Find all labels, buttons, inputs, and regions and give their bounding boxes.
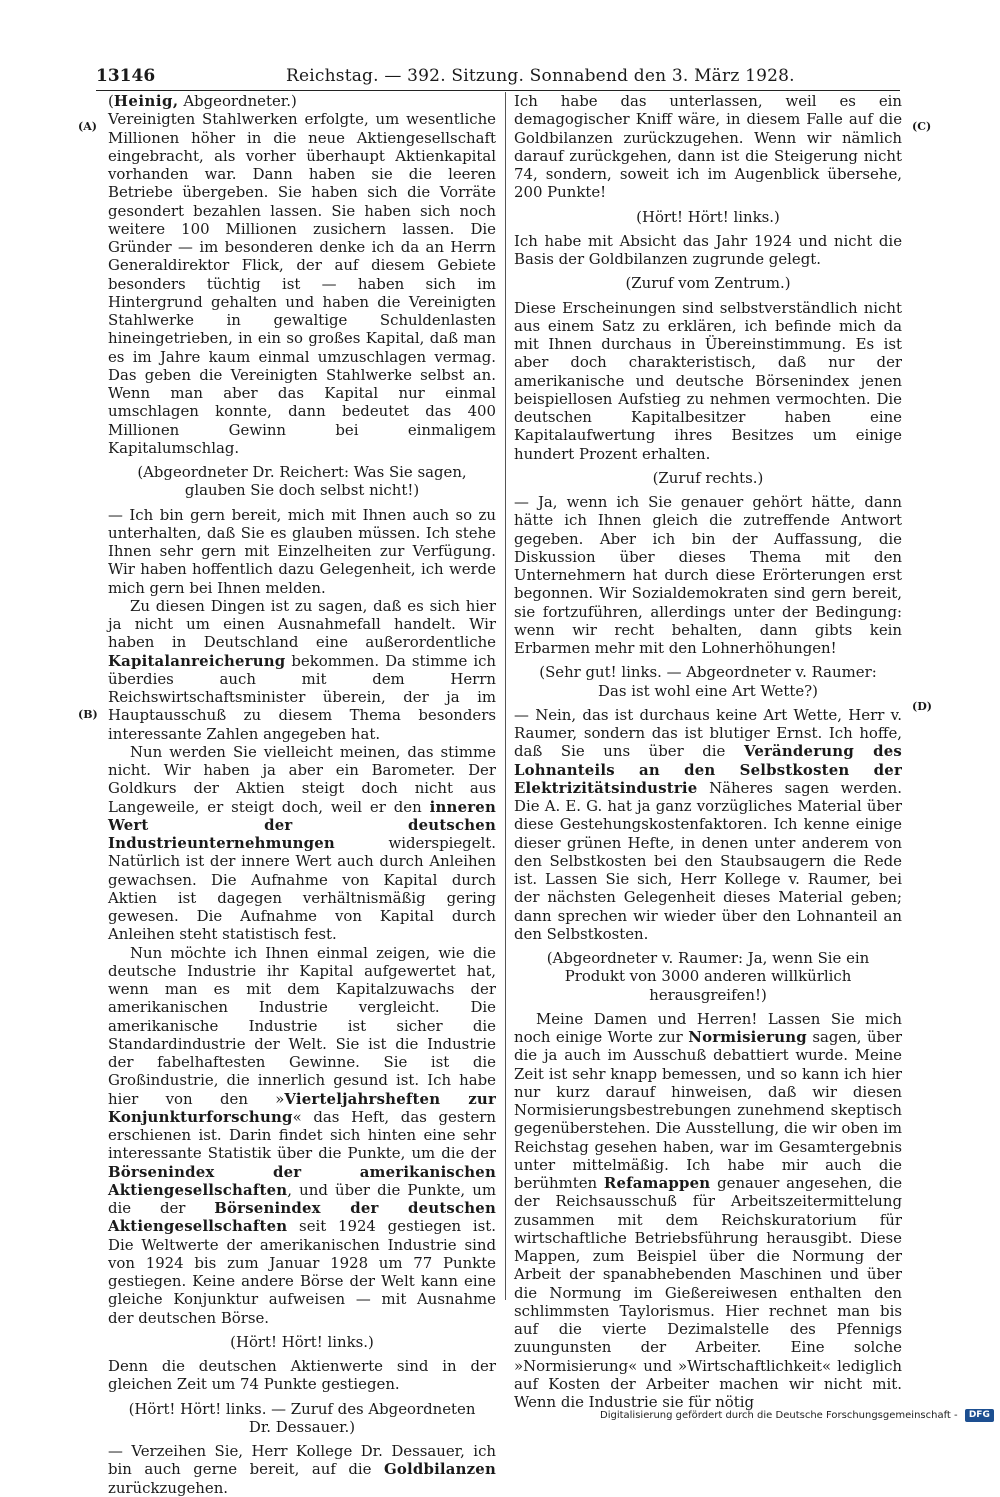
left-column xyxy=(108,92,496,1497)
footer-text: Digitalisierung gefördert durch die Deutsche Forschungsgemeinschaft - xyxy=(600,1410,958,1421)
paragraph: Vereinigten Stahlwerken erfolgte, um wesentliche Millionen höher in die neue Aktiengesellschaft eingebracht, als vorher überhaupt Aktienkapital vorhanden war. Dann haben sie die leeren Betriebe übergeben. Sie haben sich die Vorräte gesondert bezahlen lassen. Sie haben sich noch weitere 100 Millionen zusichern lassen. Die Gründer — im besonderen denke ich da an Herrn Generaldirektor Flick, der auf diesem Gebiete besonders tüchtig ist — haben sich im Hintergrund gehalten und haben die Vereinigten Stahlwerke in gewaltige Schuldenlasten hineingetrieben, in ein so großes Kapital, daß man es im Jahre kaum einmal umzuschlagen vermag. Das geben die Vereinigten Stahlwerke selbst an. Wenn man aber das Kapital nur einmal umschlagen konnte, dann bedeutet das 400 Millionen Gewinn bei einmaligem Kapitalumschlag. xyxy=(108,110,496,457)
margin-mark-c: (C) xyxy=(912,120,932,133)
paragraph: Meine Damen und Herren! Lassen Sie mich noch einige Worte zur Normisierung sagen, über die ja auch im Ausschuß debattiert wurde. Meine Zeit ist sehr knapp bemessen, und so kann ich hier nur kurz darauf hinweisen, daß wir diesen Normisierungsbestrebungen zunehmend skeptisch gegenüberstehen. Die Ausstellung, die wir oben im Reichstag gesehen haben, war im Gesamtergebnis unter mittelmäßig. Ich habe mir auch die berühmten Refamappen genauer angesehen, die der Reichsausschuß für Arbeitszeitermittelung zusammen mit dem Reichskuratorium für wirtschaftliche Betriebsführung herausgibt. Diese Mappen, zum Beispiel über die Normung der Arbeit der spanabhebenden Maschinen und über die Normung im Gießereiwesen enthalten den schlimmsten Taylorismus. Hier rechnet man bis auf die vierte Dezimalstelle des Pfennigs zuungunsten der Arbeiter. Eine solche »Normisierung« und »Wirtschaftlichkeit« lediglich auf Kosten der Arbeiter machen wir nicht mit. Wenn die Industrie sie für nötig xyxy=(514,1009,903,1411)
emphasis: Veränderung des Lohnanteils an den Selbstkosten der Elektrizitätsindustrie xyxy=(514,742,903,797)
speaker-line: (Heinig, Abgeordneter.) xyxy=(108,92,297,110)
margin-mark-a: (A) xyxy=(78,120,97,133)
margin-mark-b: (B) xyxy=(78,708,98,721)
interjection: (Zuruf rechts.) xyxy=(652,468,764,487)
margin-mark-d: (D) xyxy=(912,700,932,713)
page-number: 13146 xyxy=(96,66,156,86)
interjection: (Hört! Hört! links.) xyxy=(636,207,780,226)
digitization-credit xyxy=(600,1408,990,1424)
speaker-name: Heinig, xyxy=(113,92,179,110)
paragraph: Ich habe das unterlassen, weil es ein demagogischer Kniff wäre, in diesem Falle auf die Goldbilanzen zurückzugehen. Wenn wir nämlich darauf zurückgehen, dann ist die Steigerung nicht 74, sondern, soweit ich im Augenblick übersehe, 200 Punkte! xyxy=(514,92,902,202)
emphasis: inneren Wert der deutschen Industrieunternehmungen xyxy=(108,797,497,852)
page-header xyxy=(96,64,900,91)
column-divider xyxy=(505,92,506,1300)
paragraph: Nun möchte ich Ihnen einmal zeigen, wie die deutsche Industrie ihr Kapital aufgewertet hat, wenn man es mit dem Kapitalzuwachs der amerikanischen Industrie vergleicht. Die amerikanische Industrie ist sicher die Standardindustrie der Welt. Sie ist die Industrie der fabelhaftesten Gewinne. Sie ist die Großindustrie, die innerlich gesund ist. Ich habe hier von den »Vierteljahrsheften zur Konjunkturforschung« das Heft, das gestern erschienen ist. Darin findet sich hinten eine sehr interessante Statistik über die Punkte, um die der Börsenindex der amerikanischen Aktiengesellschaften, und über die Punkte, um die der Börsenindex der deutschen Aktiengesellschaften seit 1924 gestiegen ist. Die Weltwerte der amerikanischen Industrie sind von 1924 bis zum Januar 1928 um 77 Punkte gestiegen. Keine andere Börse der Welt kann eine gleiche Konjunktur aufweisen — mit Ausnahme der deutschen Börse. xyxy=(108,943,497,1327)
paragraph: Diese Erscheinungen sind selbstverständlich nicht aus einem Satz zu erklären, ich befinde mich da mit Ihnen durchaus in Übereinstimmung. Es ist aber doch charakteristisch, daß nur der amerikanische und deutsche Börsenindex jenen beispiellosen Aufstieg zu nehmen vermochten. Die deutschen Kapitalbesitzer haben eine Kapitalaufwertung ihres Besitzes um einige hundert Prozent erhalten. xyxy=(514,298,902,463)
speaker-role: Abgeordneter.) xyxy=(183,92,297,110)
paragraph: Zu diesen Dingen ist zu sagen, daß es sich hier ja nicht um einen Ausnahmefall handelt. Wir haben in Deutschland eine außerordentliche Kapitalanreicherung bekommen. Da stimme ich überdies auch mit dem Herrn Reichswirtschaftsminister überein, der ja im Hauptausschuß zu diesem Thema besonders interessante Zahlen angegeben hat. xyxy=(108,596,497,743)
emphasis: Börsenindex der amerikanischen Aktiengesellschaften xyxy=(108,1162,496,1199)
paragraph: — Nein, das ist durchaus keine Art Wette, Herr v. Raumer, sondern das ist blutiger Ernst. Ich hoffe, daß Sie uns über die Veränderung des Lohnanteils an den Selbstkosten der Elektrizitätsindustrie Näheres sagen werden. Die A. E. G. hat ja ganz vorzügliches Material über diese Gestehungskostenfaktoren. Ich kenne einige dieser grünen Hefte, in denen unter anderem von den Selbstkosten bei den Staubsaugern die Rede ist. Lassen Sie sich, Herr Kollege v. Raumer, bei der nächsten Gelegenheit dieses Material geben; dann sprechen wir wieder über den Lohnanteil an den Selbstkosten. xyxy=(514,705,903,943)
paragraph: — Ich bin gern bereit, mich mit Ihnen auch so zu unterhalten, daß Sie es glauben müssen. Ich stehe Ihnen sehr gern mit Einzelheiten zur Verfügung. Wir haben hoffentlich dazu Gelegenheit, ich werde mich gern bei Ihnen melden. xyxy=(108,505,496,597)
emphasis: Normisierung xyxy=(688,1028,807,1046)
paragraph: — Ja, wenn ich Sie genauer gehört hätte, dann hätte ich Ihnen gleich die zutreffende Antwort gegeben. Aber ich bin der Auffassung, die Diskussion über dieses Thema mit den Unternehmern hat durch diese Erörterungen erst begonnen. Wir Sozialdemokraten sind gern bereit, sie fortzuführen, allerdings unter der Bedingung: wenn wir recht behalten, dann gibts kein Erbarmen mehr mit den Lohnerhöhungen! xyxy=(514,493,902,657)
running-head: Reichstag. — 392. Sitzung. Sonnabend den 3. März 1928. xyxy=(286,66,795,86)
interjection: (Hört! Hört! links. — Zuruf des Abgeordneten Dr. Dessauer.) xyxy=(128,1399,476,1436)
emphasis: Börsenindex der deutschen Aktiengesellschaften xyxy=(108,1199,497,1236)
interjection: (Abgeordneter Dr. Reichert: Was Sie sagen, glauben Sie doch selbst nicht!) xyxy=(137,463,467,500)
interjection: (Zuruf vom Zentrum.) xyxy=(625,274,791,293)
paragraph: Denn die deutschen Aktienwerte sind in der gleichen Zeit um 74 Punkte gestiegen. xyxy=(108,1357,496,1394)
emphasis: Vierteljahrsheften zur Konjunkturforschung xyxy=(108,1089,497,1126)
dfg-logo: DFG xyxy=(965,1409,994,1422)
emphasis: Refamappen xyxy=(603,1174,711,1192)
paragraph: — Verzeihen Sie, Herr Kollege Dr. Dessauer, ich bin auch gerne bereit, auf die Goldbilanzen zurückzugehen. xyxy=(108,1442,497,1497)
interjection: (Hört! Hört! links.) xyxy=(230,1332,374,1351)
emphasis: Kapitalanreicherung xyxy=(108,651,286,670)
paragraph: Ich habe mit Absicht das Jahr 1924 und nicht die Basis der Goldbilanzen zugrunde gelegt. xyxy=(514,231,902,268)
emphasis: Goldbilanzen xyxy=(383,1460,497,1479)
interjection: (Abgeordneter v. Raumer: Ja, wenn Sie ein Produkt von 3000 anderen willkürlich herausgreifen!) xyxy=(546,949,870,1004)
interjection: (Sehr gut! links. — Abgeordneter v. Raumer: Das ist wohl eine Art Wette?) xyxy=(539,663,877,700)
paragraph: Nun werden Sie vielleicht meinen, das stimme nicht. Wir haben ja aber ein Barometer. Der Goldkurs der Aktien steigt doch nicht aus Langeweile, er steigt doch, weil er den inneren Wert der deutschen Industrieunternehmungen widerspiegelt. Natürlich ist der innere Wert auch durch Anleihen gewachsen. Die Aufnahme von Kapital durch Aktien ist dagegen verhältnismäßig gering gewesen. Die Aufnahme von Kapital durch Anleihen steht statistisch fest. xyxy=(108,742,497,944)
right-column xyxy=(514,92,902,1411)
